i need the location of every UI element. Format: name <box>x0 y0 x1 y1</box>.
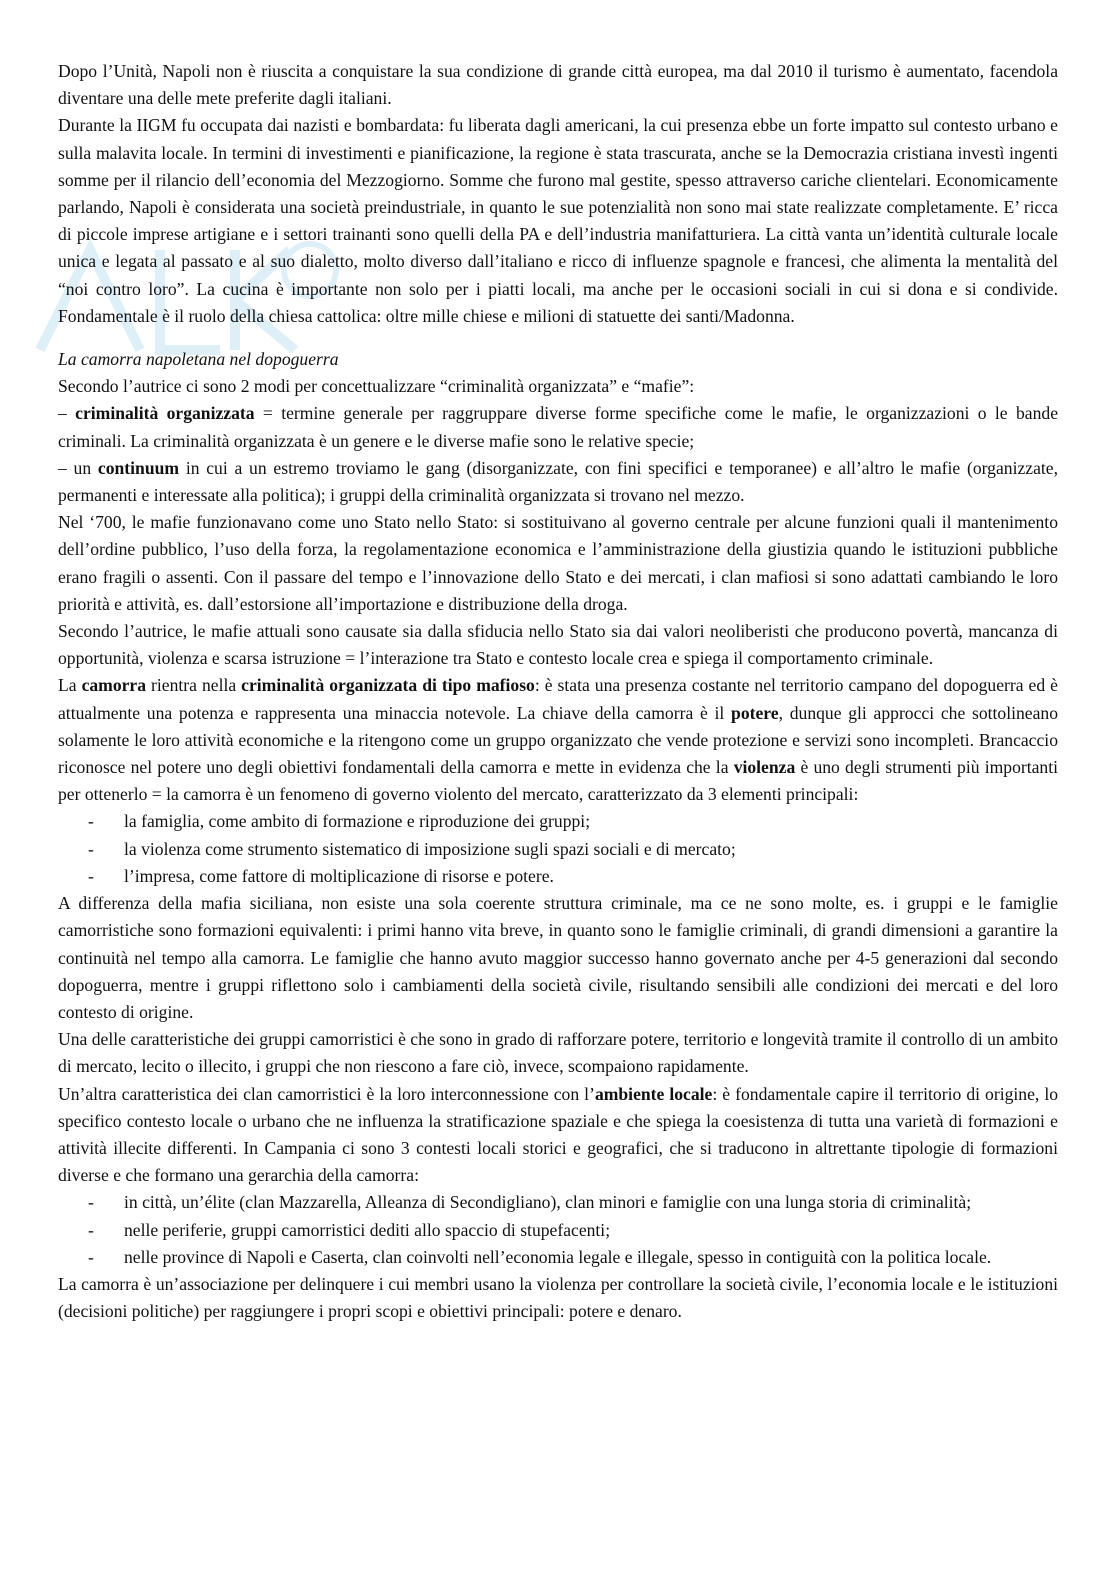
definition-text: = termine generale per raggruppare diverse forme specifiche come le mafie, le organizzazioni o le bande criminali. La criminalità organizzata è un genere e le diverse mafie sono le relative specie; <box>58 403 1058 451</box>
dash-bullet: - <box>88 865 94 886</box>
paragraph-final: La camorra è un’associazione per delinquere i cui membri usano la violenza per controllare la società civile, l’economia locale e le istituzioni (decisioni politiche) per raggiungere i propri scopi e obiettivi principali: potere e denaro. <box>58 1273 1058 1322</box>
section-title: La camorra napoletana nel dopoguerra <box>58 349 339 370</box>
list-item-text: la violenza come strumento sistematico di imposizione sugli spazi sociali e di mercato; <box>124 838 736 859</box>
list-item <box>58 1189 1058 1216</box>
dash-bullet: - <box>88 1192 94 1213</box>
dash-bullet: - <box>88 838 94 859</box>
document-page <box>58 58 1058 1325</box>
contexts-list <box>58 1189 1058 1271</box>
elements-list <box>58 808 1058 890</box>
text-run: : è fondamentale capire il territorio di origine, lo specifico contesto locale o urbano che ne influenza la stratificazione spaziale e che spiega la coesistenza di tutta una varietà di formazioni e attività illecite differenti. In Campania ci sono 3 contesti locali storici e geografici, che si traducono in altrettante tipologie di formazioni diverse e che formano una gerarchia della camorra: <box>58 1083 1059 1186</box>
term-violenza: violenza <box>733 757 796 778</box>
list-item-text: nelle province di Napoli e Caserta, clan coinvolti nell’economia legale e illegale, spesso in contiguità con la politica locale. <box>124 1246 992 1267</box>
dash-bullet: - <box>88 1246 94 1267</box>
definition-prefix: – <box>58 403 76 424</box>
paragraph-700: Nel ‘700, le mafie funzionavano come uno Stato nello Stato: si sostituivano al governo centrale per alcune funzioni quali il mantenimento dell’ordine pubblico, l’uso della forza, la regolamentazione economica e l’amministrazione della giustizia quando le istituzioni pubbliche erano fragili o assenti. Con il passare del tempo e l’innovazione dello Stato e dei mercati, i clan mafiosi si sono adattati cambiando le loro priorità e attività, es. dall’estorsione all’importazione e distribuzione della droga. <box>58 512 1058 614</box>
text-run: La <box>58 675 82 696</box>
dash-bullet: - <box>88 1219 94 1240</box>
term-criminalita-mafiosa: criminalità organizzata di tipo mafioso <box>241 675 535 696</box>
text-run: rientra nella <box>146 675 242 696</box>
definition-prefix: – un <box>58 457 98 478</box>
paragraph-camorra <box>58 672 1058 808</box>
term-camorra: camorra <box>81 675 147 696</box>
definition-text: in cui a un estremo troviamo le gang (disorganizzate, con fini specifici e temporanee) e all’altro le mafie (organizzate, permanenti e interessate alla politica); i gruppi della criminalità organizzata si trovano nel mezzo. <box>58 457 1058 506</box>
paragraph-differenza: A differenza della mafia siciliana, non esiste una sola coerente struttura criminale, ma ce ne sono molte, es. i gruppi e le famiglie camorristiche sono formazioni equivalenti: i primi hanno vita breve, in quanto sono le famiglie criminali, di grandi dimensioni a garantire la continuità nel tempo alla camorra. Le famiglie che hanno avuto maggior successo hanno governato anche per 4-5 generazioni dal secondo dopoguerra, mentre i gruppi riflettono solo i cambiamenti della società civile, risultando sensibili alle condizioni dei mercati e del loro contesto di origine. <box>58 893 1058 1022</box>
text-run: Un’altra caratteristica dei clan camorristici è la loro interconnessione con l’ <box>58 1083 595 1104</box>
paragraph-ambiente-locale <box>58 1081 1058 1190</box>
text-run: è uno degli strumenti più importanti per ottenerlo = la camorra è un fenomeno di governo violento del mercato, caratterizzato da 3 elementi principali: <box>58 757 1058 805</box>
list-item-text: la famiglia, come ambito di formazione e riproduzione dei gruppi; <box>124 811 591 832</box>
term-potere: potere <box>731 702 779 723</box>
paragraph-caratteristiche: Una delle caratteristiche dei gruppi camorristici è che sono in grado di rafforzare potere, territorio e longevità tramite il controllo di un ambito di mercato, lecito o illecito, i gruppi che non riescono a fare ciò, invece, scompaiono rapidamente. <box>58 1029 1058 1077</box>
list-item-text: nelle periferie, gruppi camorristici dediti allo spaccio di stupefacenti; <box>124 1219 611 1240</box>
term-criminalita-organizzata: criminalità organizzata <box>75 403 255 424</box>
text-run: : è stata una presenza costante nel territorio campano del dopoguerra ed è attualmente una potenza e rappresenta una minaccia notevole. La chiave della camorra è il <box>58 675 1058 723</box>
list-item <box>58 1217 1058 1244</box>
list-item-text: l’impresa, come fattore di moltiplicazione di risorse e potere. <box>124 865 554 886</box>
dash-bullet: - <box>88 811 94 832</box>
term-continuum: continuum <box>97 457 180 478</box>
list-item <box>58 808 1058 835</box>
intro-paragraph-1: Dopo l’Unità, Napoli non è riuscita a conquistare la sua condizione di grande città europea, ma dal 2010 il turismo è aumentato, facendola diventare una delle mete preferite dagli italiani. <box>58 61 1058 109</box>
text-run: , dunque gli approcci che sottolineano solamente le loro attività economiche e la ritengono come un gruppo organizzato che vende protezione e servizi sono incompleti. Brancaccio riconosce nel potere uno degli obiettivi fondamentali della camorra e mette in evidenza che la <box>58 702 1058 778</box>
list-item <box>58 1244 1058 1271</box>
definition-continuum <box>58 455 1058 509</box>
paragraph-mafie-attuali: Secondo l’autrice, le mafie attuali sono causate sia dalla sfiducia nello Stato sia dai valori neoliberisti che producono povertà, mancanza di opportunità, violenza e scarsa istruzione = l’interazione tra Stato e contesto locale crea e spiega il comportamento criminale. <box>58 621 1058 669</box>
definition-criminalita <box>58 400 1058 454</box>
list-item <box>58 836 1058 863</box>
term-ambiente-locale: ambiente locale <box>594 1083 713 1104</box>
concept-intro-paragraph: Secondo l’autrice ci sono 2 modi per concettualizzare “criminalità organizzata” e “mafie”: <box>58 376 695 397</box>
intro-paragraph-2: Durante la IIGM fu occupata dai nazisti e bombardata: fu liberata dagli americani, la cui presenza ebbe un forte impatto sul contesto urbano e sulla malavita locale. In termini di investimenti e pianificazione, la regione è stata trascurata, anche se la Democrazia cristiana investì ingenti somme per il rilancio dell’economia del Mezzogiorno. Somme che furono mal gestite, spesso attraverso cariche clientelari. Economicamente parlando, Napoli è considerata una società preindustriale, in quanto le sue potenzialità non sono mai state realizzate completamente. E’ ricca di piccole imprese artigiane e i settori trainanti sono quelli della PA e dell’industria manifatturiera. La città vanta un’identità culturale locale unica e legata al passato e al suo dialetto, molto diverso dall’italiano e ricco di influenze spagnole e francesi, che alimenta la mentalità del “noi contro loro”. La cucina è importante non solo per i piatti locali, ma anche per le occasioni sociali in cui si dona e si condivide. Fondamentale è il ruolo della chiesa cattolica: oltre mille chiese e milioni di statuette dei santi/Madonna. <box>58 115 1058 326</box>
paragraph-gap <box>58 330 1058 346</box>
list-item <box>58 863 1058 890</box>
list-item-text: in città, un’élite (clan Mazzarella, Alleanza di Secondigliano), clan minori e famiglie con una lunga storia di criminalità; <box>124 1192 972 1213</box>
